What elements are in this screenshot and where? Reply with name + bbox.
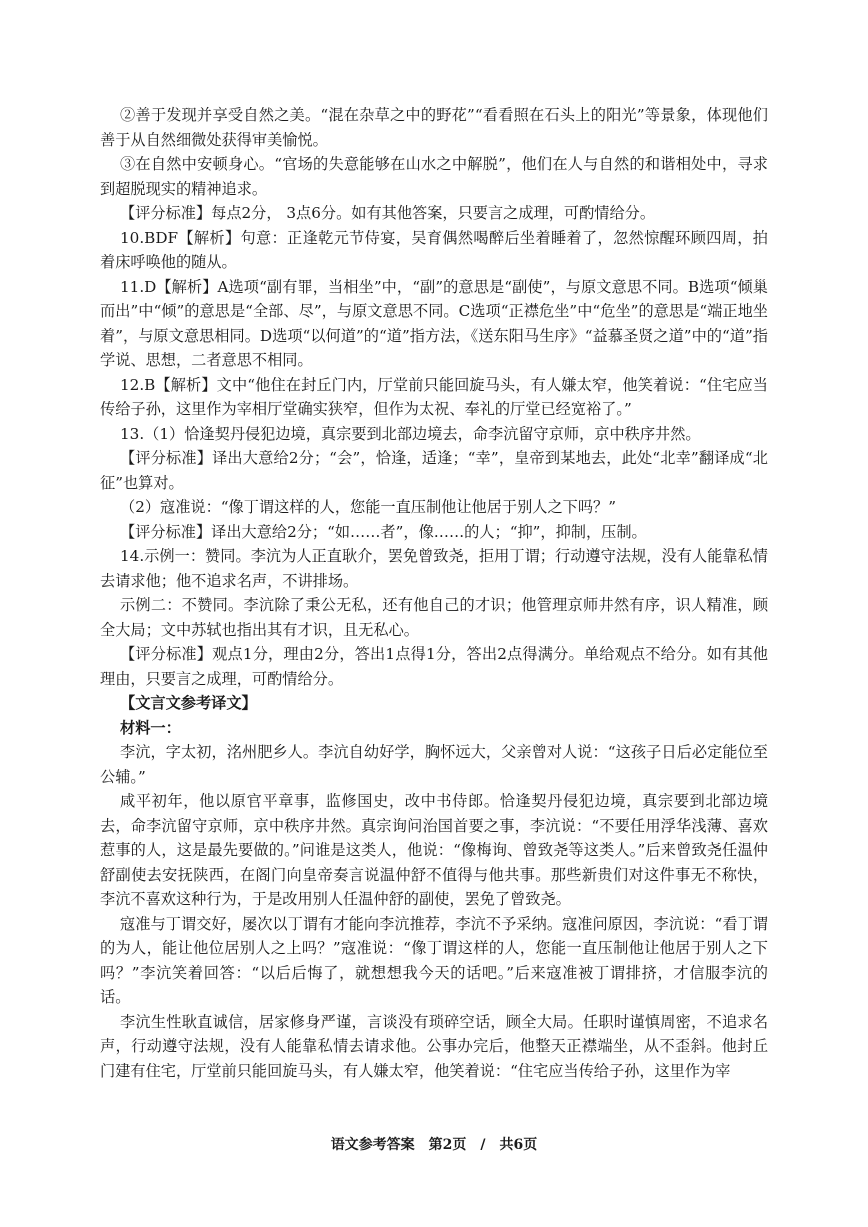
paragraph: 【评分标准】译出大意给2分；“如……者”，像……的人；“抑”，抑制，压制。 [120, 522, 647, 541]
page-footer: 语文参考答案 第2页 / 共6页 [330, 1137, 538, 1153]
paragraph: 11.D【解析】A选项“副有罪，当相坐”中，“副”的意思是“副使”，与原文意思不同。B选项“倾巢而出”中“倾”的意思是“全部、尽”，与原文意思不同。C选项“正襟危坐”中“危坐”的意思是“端正地坐着”，与原文意思相同。D选项“以何道”的“道”指方法，《送东阳马生序》“益慕圣贤之道”中的“道”指学说、思想，二者意思不相同。 [100, 277, 768, 369]
paragraph: 咸平初年，他以原官平章事，监修国史，改中书侍郎。恰逢契丹侵犯边境，真宗要到北部边境去，命李沆留守京师，京中秩序井然。真宗询问治国首要之事，李沆说：“不要任用浮华浅薄、喜欢惹事的人，这是最先要做的。”问谁是这类人，他说：“像梅询、曾致尧等这类人。”后来曾致尧任温仲舒副使去安抚陕西，在阁门向皇帝奏言说温仲舒不值得与他共事。那些新贵们对这件事无不称快，李沆不喜欢这种行为，于是改用别人任温仲舒的副使，罢免了曾致尧。 [100, 792, 768, 908]
document-body [100, 103, 768, 1083]
paragraph: 李沆生性耿直诚信，居家修身严谨，言谈没有琐碎空话，顾全大局。任职时谨慎周密，不追求名声，行动遵守法规，没有人能靠私情去请求他。公事办完后，他整天正襟端坐，从不歪斜。他封丘门建有住宅，厅堂前只能回旋马头，有人嫌太窄，他笑着说：“住宅应当传给子孙，这里作为宰 [100, 1012, 768, 1080]
paragraph: ②善于发现并享受自然之美。“混在杂草之中的野花”“看看照在石头上的阳光”等景象，体现他们善于从自然细微处获得审美愉悦。 [100, 106, 768, 149]
paragraph: ③在自然中安顿身心。“官场的失意能够在山水之中解脱”，他们在人与自然的和谐相处中，寻求到超脱现实的精神追求。 [100, 155, 768, 198]
section-heading: 【文言文参考译文】 [120, 694, 257, 712]
paragraph: 示例二：不赞同。李沆除了秉公无私，还有他自己的才识；他管理京师井然有序，识人精准，顾全大局；文中苏轼也指出其有才识，且无私心。 [100, 596, 768, 639]
paragraph: 李沆，字太初，洺州肥乡人。李沆自幼好学，胸怀远大，父亲曾对人说：“这孩子日后必定能位至公辅。” [100, 743, 768, 786]
paragraph: 13.（1）恰逢契丹侵犯边境，真宗要到北部边境去，命李沆留守京师，京中秩序井然。 [120, 424, 701, 443]
paragraph: 【评分标准】观点1分，理由2分，答出1点得1分，答出2点得满分。单给观点不给分。如有其他理由，只要言之成理，可酌情给分。 [100, 645, 768, 688]
paragraph: 10.BDF【解析】句意：正逢乾元节侍宴，吴育偶然喝醉后坐着睡着了，忽然惊醒环顾四周，拍着床呼唤他的随从。 [100, 228, 768, 271]
section-heading: 材料一： [120, 718, 181, 737]
paragraph: 【评分标准】每点2分， 3点6分。如有其他答案，只要言之成理，可酌情给分。 [120, 204, 656, 222]
paragraph: （2）寇准说：“像丁谓这样的人，您能一直压制他让他居于别人之下吗？” [120, 498, 617, 516]
paragraph: 14.示例一：赞同。李沆为人正直耿介，罢免曾致尧，拒用丁谓；行动遵守法规，没有人能靠私情去请求他；他不追求名声，不讲排场。 [100, 547, 768, 590]
paragraph: 【评分标准】译出大意给2分；“会”，恰逢，适逢；“幸”，皇帝到某地去，此处“北幸”翻译成“北征”也算对。 [100, 449, 768, 492]
paragraph: 寇准与丁谓交好，屡次以丁谓有才能向李沆推荐，李沆不予采纳。寇准问原因，李沆说：“看丁谓的为人，能让他位居别人之上吗？”寇准说：“像丁谓这样的人，您能一直压制他让他居于别人之下吗？”李沆笑着回答：“以后后悔了，就想想我今天的话吧。”后来寇准被丁谓排挤，才信服李沆的话。 [100, 914, 768, 1006]
paragraph: 12.B【解析】文中“他住在封丘门内，厅堂前只能回旋马头，有人嫌太窄，他笑着说：“住宅应当传给子孙，这里作为宰相厅堂确实狭窄，但作为太祝、奉礼的厅堂已经宽裕了。” [100, 375, 768, 418]
